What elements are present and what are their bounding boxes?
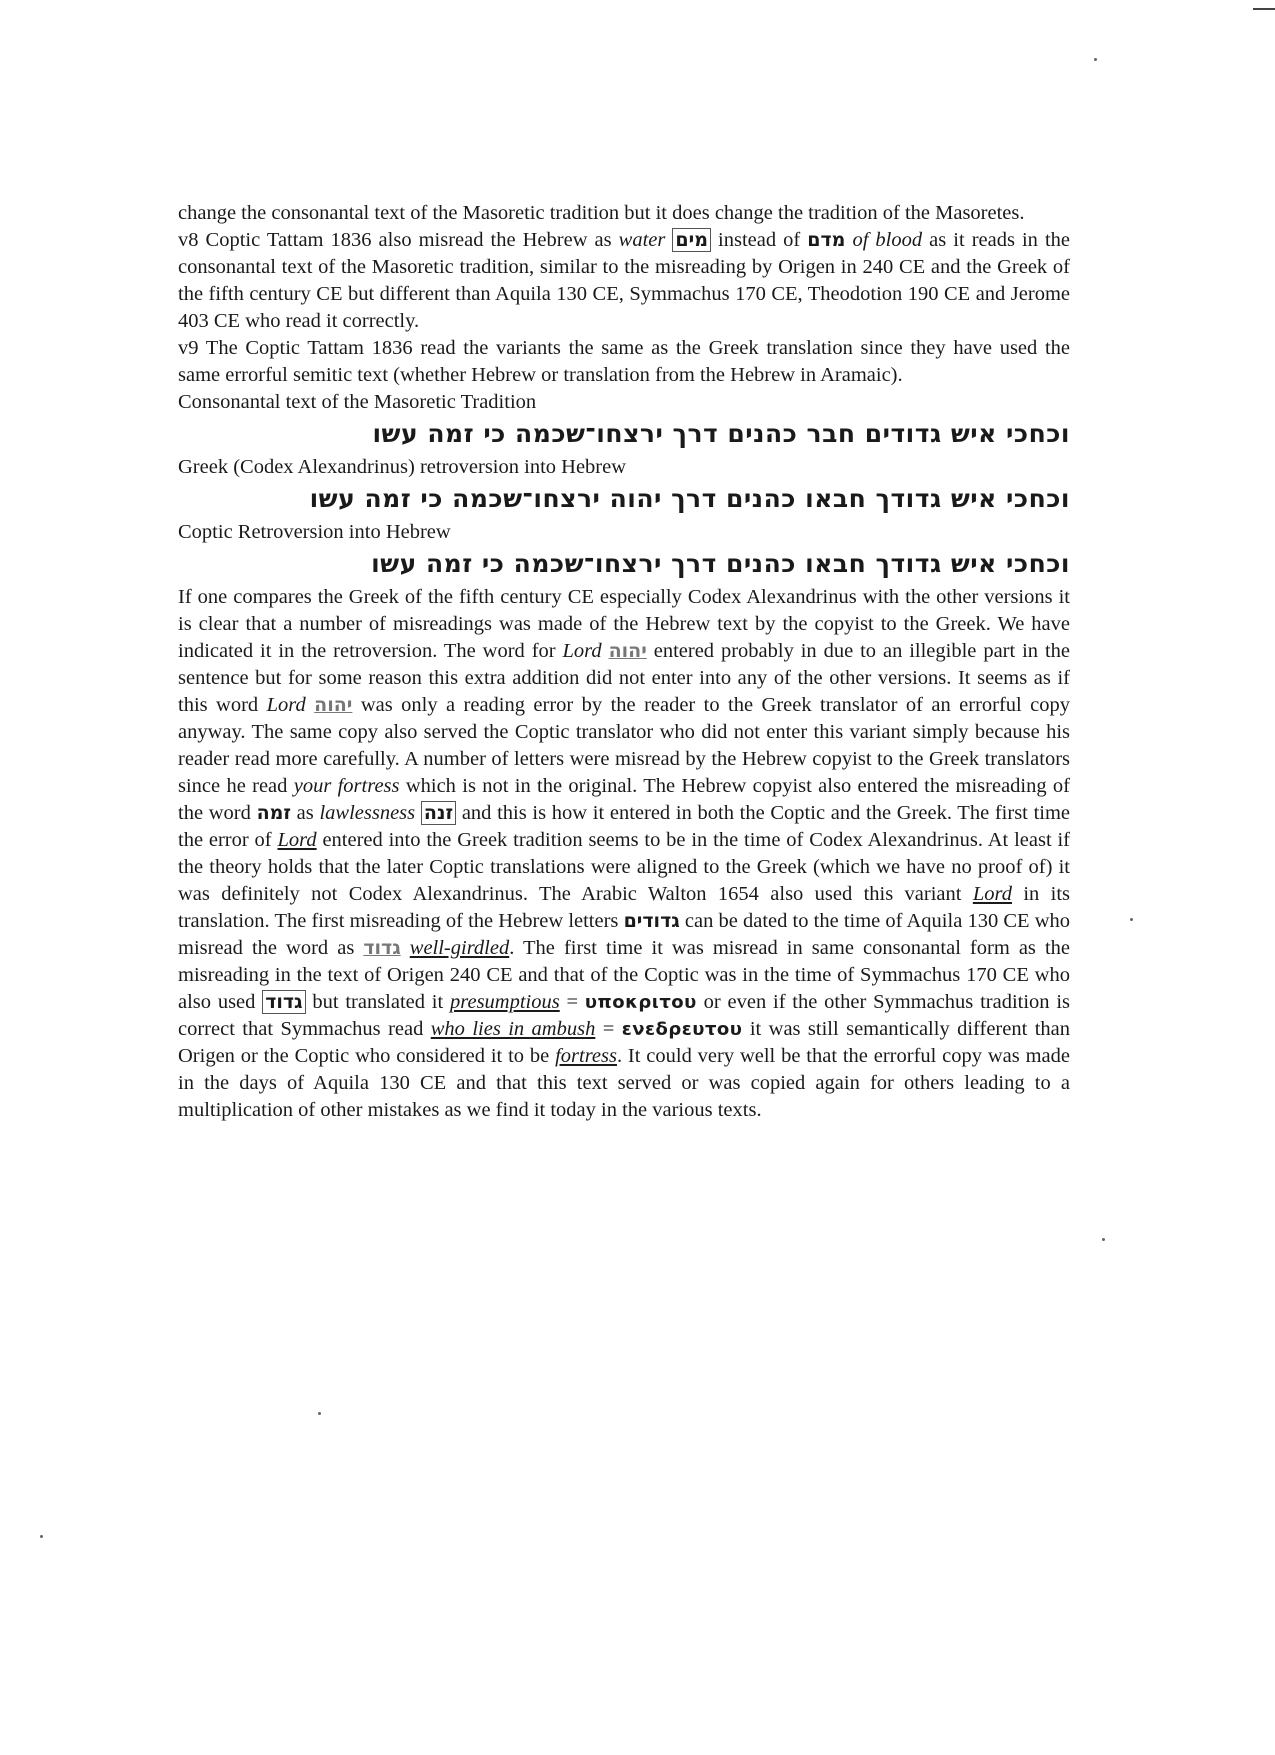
paragraph-v8: v8 Coptic Tattam 1836 also misread the Hebrew as water מים instead of מדם of blood as it reads in the consonantal text of the Masoretic tradition, similar to the misreading by Origen in 240 CE and the Greek of the fifth century CE but different than Aquila 130 CE, Symmachus 170 CE, Theodotion 190 CE and Jerome 403 CE who read it correctly. bbox=[178, 229, 1071, 332]
greek-hypokritou: υποκριτου bbox=[584, 992, 697, 1013]
paragraph-analysis: If one compares the Greek of the fifth century CE especially Codex Alexandrinus with the other versions it is clear that a number of misreadings was made of the Hebrew text by the copyist to the Greek. We have indicated it in the retroversion. The word for Lord יהוה entered probably in due to an illegible part in the sentence but for some reason this extra addition did not enter into any of the other versions. It seems as if this word Lord יהוה was only a reading error by the reader to the Greek translator of an errorful copy anyway. The same copy also served the Coptic translator who did not enter this variant simply because his reader read more carefully. A number of letters were misread by the Hebrew copyist to the Greek translators since he read your fortress which is not in the original. The Hebrew copyist also entered the misreading of the word זמה as lawlessness זנה and this is how it entered in both the Coptic and the Greek. The first time the error of Lord entered into the Greek tradition seems to be in the time of Codex Alexandrinus. At least if the theory holds that the later Coptic translations were aligned to the Greek (which we have no proof of) it was definitely not Codex Alexandrinus. The Arabic Walton 1654 also used this variant Lord in its translation. The first misreading of the Hebrew letters גדודים can be dated to the time of Aquila 130 CE who misread the word as גדוד well-girdled. The first time it was misread in same consonantal form as the misreading in the text of Origen 240 CE and that of the Coptic was in the time of Symmachus 170 CE who also used גדוד but translated it presumptious = υποκριτου or even if the other Symmachus tradition is correct that Symmachus read who lies in ambush = ενεδρευτου it was still semantically different than Origen or the Coptic who considered it to be fortress. It could very well be that the errorful copy was made in the days of Aquila 130 CE and that this text served or was copied again for others leading to a multiplication of other mistakes as we find it today in the various texts. bbox=[178, 586, 1071, 1121]
heading-coptic-retroversion: Coptic Retroversion into Hebrew bbox=[178, 521, 451, 543]
document-body bbox=[178, 200, 1070, 1124]
margin-tick-mark bbox=[1253, 8, 1275, 10]
scan-speck bbox=[1102, 1238, 1105, 1241]
scan-speck bbox=[318, 1412, 321, 1415]
heading-greek-retroversion: Greek (Codex Alexandrinus) retroversion into Hebrew bbox=[178, 456, 627, 478]
hebrew-symmachus: גדוד bbox=[262, 990, 305, 1014]
term-well-girdled: well-girdled bbox=[409, 937, 510, 959]
term-presumptious: presumptious bbox=[450, 991, 560, 1013]
paragraph-masoretes: change the consonantal text of the Masoretic tradition but it does change the tradition of the Masoretes. bbox=[178, 202, 1025, 224]
term-lawlessness: lawlessness bbox=[319, 802, 416, 824]
scan-speck bbox=[40, 1535, 43, 1538]
scan-speck bbox=[1130, 918, 1133, 921]
term-fortress: fortress bbox=[555, 1045, 617, 1067]
hebrew-line-coptic: וכחכי איש גדודך חבאו כהנים דרך ירצחו־שכמה כי זמה עשו bbox=[371, 549, 1070, 578]
hebrew-zimma: זמה bbox=[256, 802, 291, 824]
greek-enedreutou: ενεδρευτου bbox=[621, 1019, 743, 1040]
hebrew-girded: גדוד bbox=[363, 937, 401, 959]
term-lord-underlined: Lord bbox=[277, 829, 317, 851]
hebrew-water: מים bbox=[672, 228, 711, 252]
heading-masoretic: Consonantal text of the Masoretic Tradition bbox=[178, 391, 537, 413]
hebrew-line-masoretic: וכחכי איש גדודים חבר כהנים דרך ירצחו־שכמה כי זמה עשו bbox=[372, 419, 1070, 448]
hebrew-gedudim: גדודים bbox=[623, 910, 680, 932]
hebrew-lord: יהוה bbox=[314, 694, 353, 716]
term-your-fortress: your fortress bbox=[293, 775, 400, 797]
term-lord: Lord bbox=[266, 694, 306, 716]
term-of-blood: of blood bbox=[852, 229, 923, 251]
scan-speck bbox=[1094, 58, 1097, 61]
hebrew-lawlessness: זנה bbox=[421, 801, 456, 825]
hebrew-blood: מדם bbox=[807, 229, 846, 251]
hebrew-line-greek: וכחכי איש גדודך חבאו כהנים דרך יהוה ירצחו־שכמה כי זמה עשו bbox=[309, 484, 1070, 513]
term-lord-underlined: Lord bbox=[972, 883, 1012, 905]
paragraph-v9: v9 The Coptic Tattam 1836 read the variants the same as the Greek translation since they have used the same errorful semitic text (whether Hebrew or translation from the Hebrew in Aramaic). bbox=[178, 337, 1070, 386]
term-who-lies-in-ambush: who lies in ambush bbox=[430, 1018, 596, 1040]
hebrew-lord: יהוה bbox=[608, 640, 647, 662]
term-water: water bbox=[618, 229, 666, 251]
term-lord: Lord bbox=[562, 640, 602, 662]
